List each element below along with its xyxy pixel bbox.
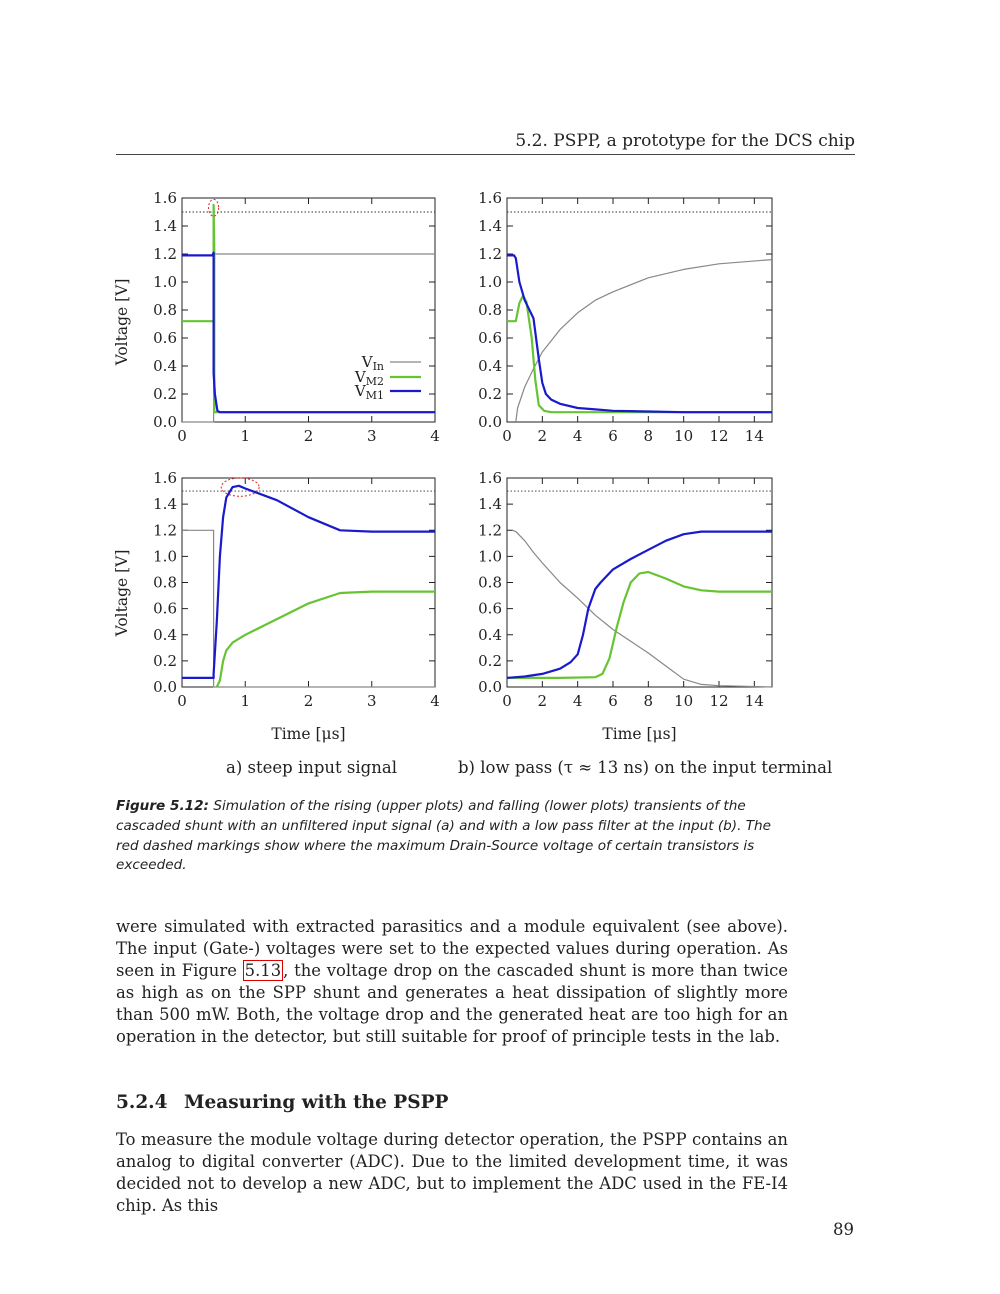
x-tick-label: 10 xyxy=(674,692,694,710)
y-tick-label: 1.6 xyxy=(153,189,177,207)
series-vin xyxy=(516,260,772,422)
plot-a-falling xyxy=(113,469,440,743)
y-tick-label: 1.0 xyxy=(478,547,502,566)
figure-5-12 xyxy=(0,170,1000,760)
x-tick-label: 0 xyxy=(502,692,512,710)
y-tick-label: 1.6 xyxy=(478,469,502,487)
x-tick-label: 4 xyxy=(572,427,583,445)
page-number: 89 xyxy=(833,1220,854,1239)
plot-frame xyxy=(182,478,435,687)
series-vm1 xyxy=(507,255,772,412)
plot-frame xyxy=(182,198,435,422)
plot-a-rising xyxy=(113,189,440,445)
x-tick-label: 6 xyxy=(608,692,618,710)
x-tick-label: 12 xyxy=(709,692,729,710)
section-number: 5.2.4 xyxy=(116,1092,168,1113)
y-tick-label: 1.6 xyxy=(478,189,502,207)
paragraph-text-cont: , the voltage drop on the cascaded shunt is more than twice as high as on the SPP shunt and generates a heat dissipation of slightly more than 500 mW. Both, the voltage drop and the generated heat are too high for an operation in the detector, but still suitable for proof of principle tests in the lab. xyxy=(116,961,788,1046)
x-tick-label: 4 xyxy=(430,427,440,445)
y-tick-label: 0.0 xyxy=(153,413,177,431)
caption-text: Simulation of the rising (upper plots) and falling (lower plots) transients of the cascaded shunt with an unfiltered input signal (a) and with a low pass filter at the input (b). The red dashed markings show where the maximum Drain-Source voltage of certain transistors is exceeded. xyxy=(116,798,772,874)
x-tick-label: 1 xyxy=(240,427,251,445)
y-tick-label: 0.4 xyxy=(478,357,502,375)
y-tick-label: 1.0 xyxy=(478,273,502,291)
x-tick-label: 8 xyxy=(643,692,654,710)
y-tick-label: 0.4 xyxy=(153,357,177,375)
series-vm1 xyxy=(182,486,435,678)
x-tick-label: 6 xyxy=(608,427,618,445)
x-tick-label: 12 xyxy=(709,427,729,445)
figure-caption xyxy=(116,797,796,876)
y-tick-label: 0.0 xyxy=(478,413,502,431)
y-tick-label: 0.4 xyxy=(153,625,177,644)
caption-label: Figure 5.12: xyxy=(116,798,209,814)
section-title: Measuring with the PSPP xyxy=(184,1092,449,1113)
y-tick-label: 1.4 xyxy=(153,217,177,235)
y-tick-label: 0.6 xyxy=(153,599,177,618)
x-tick-label: 0 xyxy=(177,427,187,445)
section-heading xyxy=(116,1092,448,1113)
series-vin xyxy=(182,254,435,422)
plot-b-falling xyxy=(478,469,772,743)
y-tick-label: 1.2 xyxy=(153,521,177,540)
y-tick-label: 0.2 xyxy=(478,385,502,403)
x-tick-label: 0 xyxy=(502,427,512,445)
x-tick-label: 4 xyxy=(572,692,583,710)
legend-label-vin: $V_{In}$ xyxy=(361,353,384,373)
x-tick-label: 10 xyxy=(674,427,694,445)
subcaption-a: a) steep input signal xyxy=(226,758,397,777)
x-axis-label: Time [μs] xyxy=(271,725,346,743)
running-title: 5.2. PSPP, a prototype for the DCS chip xyxy=(515,131,855,151)
y-axis-label: Voltage [V] xyxy=(113,278,131,366)
series-vm1 xyxy=(507,532,772,678)
x-tick-label: 4 xyxy=(430,692,440,710)
y-tick-label: 0.4 xyxy=(478,625,502,644)
legend xyxy=(354,353,421,402)
running-header xyxy=(116,128,855,155)
subcaption-b: b) low pass (τ ≈ 13 ns) on the input terminal xyxy=(458,758,833,777)
plot-b-rising xyxy=(478,189,772,445)
x-tick-label: 0 xyxy=(177,692,187,710)
y-tick-label: 0.8 xyxy=(478,301,502,319)
y-tick-label: 1.0 xyxy=(153,547,177,566)
y-tick-label: 0.2 xyxy=(153,651,177,670)
paragraph-text: were simulated with extracted parasitics and a module equivalent (see above). The input (Gate-) voltages were set to the expected values during operation. As seen in Figure xyxy=(116,917,788,980)
y-tick-label: 1.6 xyxy=(153,469,177,487)
y-tick-label: 0.8 xyxy=(153,301,177,319)
y-tick-label: 1.0 xyxy=(153,273,177,291)
x-tick-label: 8 xyxy=(643,427,654,445)
y-tick-label: 0.2 xyxy=(478,651,502,670)
x-tick-label: 2 xyxy=(537,427,548,445)
y-tick-label: 1.2 xyxy=(153,245,177,263)
y-tick-label: 1.2 xyxy=(478,521,502,540)
y-tick-label: 0.0 xyxy=(153,678,177,696)
series-vm2 xyxy=(217,592,435,687)
x-tick-label: 14 xyxy=(744,427,764,445)
x-tick-label: 3 xyxy=(366,427,377,445)
legend-label-vm2: $V_{M2}$ xyxy=(354,368,384,388)
y-tick-label: 1.4 xyxy=(478,495,502,514)
figure-reference-link[interactable]: 5.13 xyxy=(244,961,282,980)
y-tick-label: 0.8 xyxy=(153,573,177,592)
y-tick-label: 0.6 xyxy=(478,599,502,618)
x-tick-label: 14 xyxy=(744,692,764,710)
body-paragraph-1 xyxy=(116,916,788,1048)
x-tick-label: 1 xyxy=(240,692,251,710)
x-tick-label: 3 xyxy=(366,692,377,710)
x-tick-label: 2 xyxy=(303,692,314,710)
y-tick-label: 0.0 xyxy=(478,678,502,696)
x-tick-label: 2 xyxy=(537,692,548,710)
y-tick-label: 0.6 xyxy=(478,329,502,347)
y-axis-label: Voltage [V] xyxy=(113,549,131,637)
x-axis-label: Time [μs] xyxy=(602,725,677,743)
y-tick-label: 0.8 xyxy=(478,573,502,592)
series-vm1 xyxy=(182,253,435,413)
series-vm2 xyxy=(507,572,772,678)
plot-frame xyxy=(507,478,772,687)
y-tick-label: 0.6 xyxy=(153,329,177,347)
series-vm2 xyxy=(182,205,435,412)
y-tick-label: 1.4 xyxy=(153,495,177,514)
plot-frame xyxy=(507,198,772,422)
y-tick-label: 1.4 xyxy=(478,217,502,235)
legend-label-vm1: $V_{M1}$ xyxy=(354,382,384,402)
y-tick-label: 1.2 xyxy=(478,245,502,263)
body-paragraph-2: To measure the module voltage during detector operation, the PSPP contains an analog to digital converter (ADC). Due to the limited development time, it was decided not to develop a new ADC, but to implement the ADC used in the FE-I4 chip. As this xyxy=(116,1130,788,1215)
y-tick-label: 0.2 xyxy=(153,385,177,403)
x-tick-label: 2 xyxy=(303,427,314,445)
